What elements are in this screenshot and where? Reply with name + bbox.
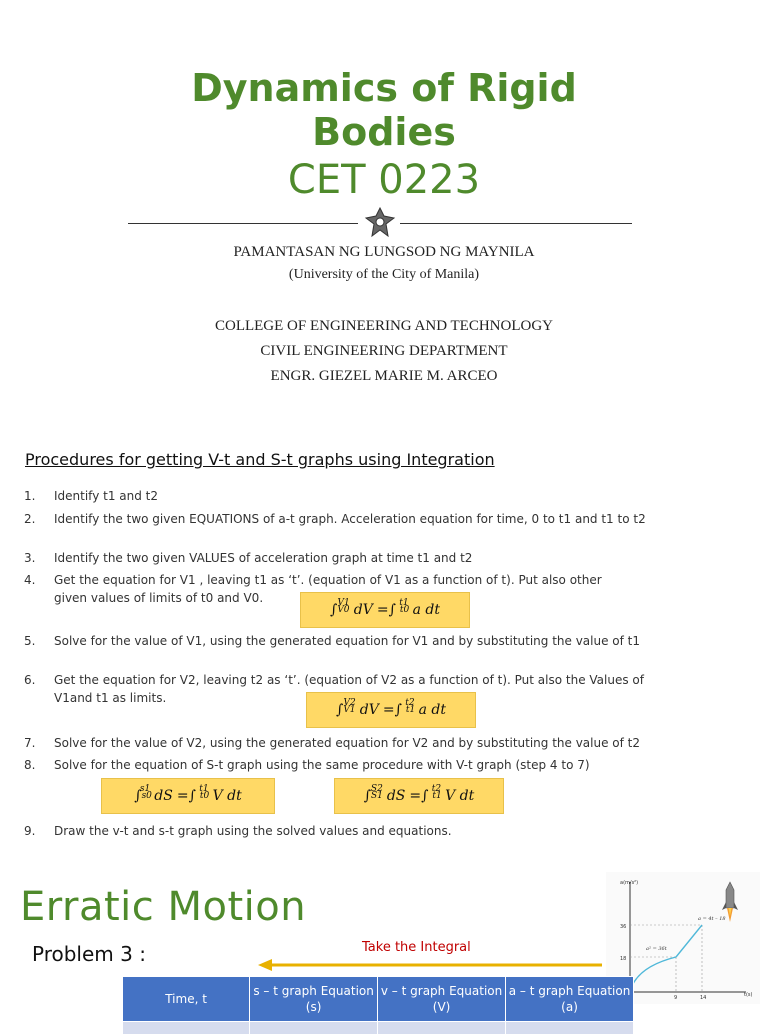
equation-table [122,976,634,1035]
formula-velocity-1: ∫ V0 V1 dV =∫ t0 t1 a dt [300,592,470,628]
step-text: Get the equation for V2, leaving t2 as ‘t’. (equation of V2 as a function of t). Put also the Values of V1and t1 as limits. [54,673,644,705]
formula-velocity-2: ∫ V1 V2 dV =∫ t1 t2 a dt [306,692,476,728]
table-cell [506,1022,634,1035]
step-number: 7. [24,736,36,750]
step-number: 1. [24,489,36,503]
y-tick-36: 36 [620,924,627,930]
university-name-english: (University of the City of Manila) [288,267,480,282]
course-title-line1: Dynamics of Rigid [191,66,577,110]
header-time: Time, t [123,977,250,1022]
formula-displacement-2: ∫ S1 S2 dS =∫ t1 t2 V dt [334,778,504,814]
step-number: 3. [24,551,36,565]
arrow-left-icon [258,958,604,972]
x-tick-9: 9 [674,995,678,1001]
y-tick-18: 18 [620,956,627,962]
step-text: Identify t1 and t2 [54,489,158,503]
procedures-title: Procedures for getting V-t and S-t graphs using Integration [25,450,495,469]
university-name: PAMANTASAN NG LUNGSOD NG MAYNILA [233,244,535,260]
college-name: COLLEGE OF ENGINEERING AND TECHNOLOGY [214,318,554,334]
step-2 [24,510,674,546]
table-cell [378,1022,506,1035]
step-number: 6. [24,673,36,687]
step-number: 9. [24,824,36,838]
university-emblem-icon [362,206,398,240]
step-5 [24,632,674,668]
course-code: CET 0223 [287,157,481,203]
header-v-t: v – t graph Equation (V) [378,977,506,1022]
table-cell [123,1022,250,1035]
formula-displacement-1: ∫ s0 s1 dS =∫ t0 t1 V dt [101,778,275,814]
department-name: CIVIL ENGINEERING DEPARTMENT [260,343,508,359]
divider-left [128,223,358,224]
header-s-t: s – t graph Equation (s) [250,977,378,1022]
step-3 [24,549,674,567]
step-1 [24,487,674,505]
step-text: Solve for the value of V2, using the generated equation for V2 and by substituting the value of t2 [54,736,641,750]
curve1-label: a² = 36t [646,946,667,952]
problem-label: Problem 3 : [32,942,146,966]
table-row [123,1022,634,1035]
step-9 [24,822,674,840]
step-text: Identify the two given VALUES of acceleration graph at time t1 and t2 [54,551,473,565]
curve2-label: a = 4t – 18 [698,916,726,922]
step-number: 4. [24,573,36,587]
step-7 [24,734,674,752]
step-number: 5. [24,634,36,648]
step-text: Solve for the equation of S-t graph using the same procedure with V-t graph (step 4 to 7) [54,758,590,772]
step-8 [24,756,674,774]
section-heading: Erratic Motion [20,884,307,930]
y-axis-label: a(m/s²) [620,880,639,886]
step-text: Draw the v-t and s-t graph using the solved values and equations. [54,824,452,838]
header-a-t: a – t graph Equation (a) [506,977,634,1022]
step-text: Get the equation for V1 , leaving t1 as ‘t’. (equation of V1 as a function of t). Put also other given values of limits of t0 and V0. [54,573,602,605]
x-tick-14: 14 [700,995,707,1001]
table-cell [250,1022,378,1035]
step-number: 2. [24,512,36,526]
x-axis-label: t(s) [744,992,753,998]
take-integral-label: Take the Integral [362,940,471,955]
instructor-name: ENGR. GIEZEL MARIE M. ARCEO [270,368,498,384]
step-number: 8. [24,758,36,772]
course-title-line2: Bodies [312,110,456,154]
divider-right [400,223,632,224]
step-text: Identify the two given EQUATIONS of a-t graph. Acceleration equation for time, 0 to t1 and t1 to t2 [54,512,646,526]
step-text: Solve for the value of V1, using the generated equation for V1 and by substituting the value of t1 [54,634,641,648]
